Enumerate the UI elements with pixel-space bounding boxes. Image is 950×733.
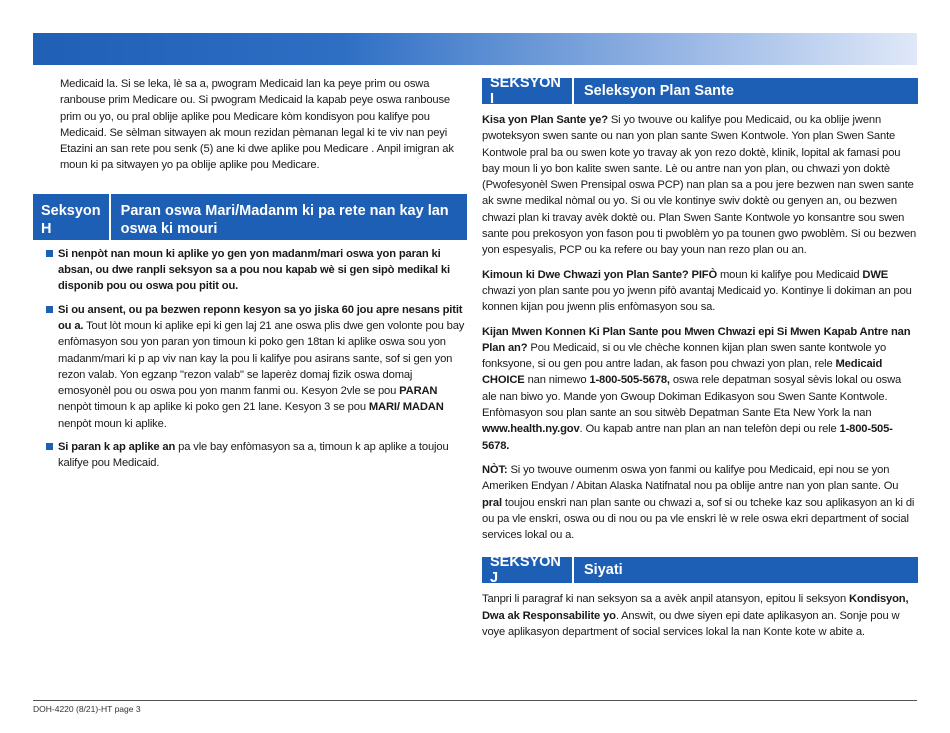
- bullet-square-icon: [46, 306, 53, 313]
- p5-text2: . Answit, ou dwe siyen epi date aplikasyon an. Sonje pou w voye aplikasyon department of social services lokal la nan Konte kote w abite a.: [482, 609, 900, 639]
- section-i-body: [482, 112, 918, 543]
- list-item: [33, 439, 467, 472]
- p2-bold-dwe: DWE: [862, 268, 889, 281]
- section-j-header: [482, 554, 918, 587]
- section-j-body: [482, 591, 918, 640]
- p3-text2: nan nimewo: [524, 374, 590, 387]
- p5-text: Tanpri li paragraf ki nan seksyon sa a avèk anpil atansyon, epitou li seksyon: [482, 593, 850, 606]
- bullet-2-text2: nenpòt timoun k ap aplike ki poko gen 21 lane. Kesyon 3 se pou: [58, 401, 369, 414]
- p3-text: Pou Medicaid, si ou vle chèche konnen kijan plan swen sante kontwole yo fonksyone, si ou gen pou antre ladan, ak fason pou chwazi yon plan, rele: [482, 341, 887, 371]
- health-plan-paragraph: [482, 112, 918, 259]
- bullet-3-text: pa vle bay enfòmasyon sa a, timoun k ap aplike a toujou kalifye pou Medicaid.: [58, 441, 449, 470]
- bullet-square-icon: [46, 443, 53, 450]
- p3-bold: Kijan Mwen Konnen Ki Plan Sante pou Mwen Chwazi epi Si Mwen Kapab Antre nan Plan an?: [482, 325, 911, 354]
- p4-text2: toujou enskri nan plan sante ou chwazi a, sof si ou tcheke kaz sou aplikasyon an ki di ou pa vle enskri, oswa ou di nou ou pa vle enskri lè w rele oswa ekri department of social services lokal ou a.: [482, 496, 915, 542]
- note-paragraph: [482, 462, 918, 543]
- medicaid-choice-label: Medicaid CHOICE: [482, 358, 883, 387]
- section-h-id: Seksyon H: [33, 194, 111, 240]
- list-item: [33, 246, 467, 295]
- left-column: [33, 76, 467, 479]
- p1-text: Si yo twouve ou kalifye pou Medicaid, ou ka oblije jwenn pwoteksyon swen sante ou nan yon plan sante Swen Kontwole. Yon plan Swen Sante Kontwole pral ba ou swen kote yo travay ak yon rezo doktè, klinik, lopital ak famasi pou bay moun li yo bon kalite swen sante. Lè ou antre nan yon plan, ou chwazi yon doktè (Pwofesyonèl Swen Prensipal oswa PCP) nan plan sa a pou jere bezwen nan swen sante ak swne medikal nòmal ou yo. Si ou vle kontinye swiv doktè ou genyen an, ou bezwen chwazi plan ki travay avèk doktè ou. Plan Swen Sante Kontwole yo konsantre sou swen sante pou prekosyon yon fason pou ti pwoblèm yo pa tounen gwo pwoblèm. Si ou bezwen yon espesyalis, PCP ou ka refere ou bay youn nan rezo plan ou an.: [482, 114, 917, 257]
- who-must-choose-paragraph: [482, 267, 918, 316]
- bullet-2-bold-paran: PARAN: [399, 385, 438, 398]
- section-h-bullet-list: [33, 246, 467, 472]
- p3-text3: oswa rele depatman sosyal sèvis lokal ou oswa ale nan biwo yo. Mande yon Gwoup Dokiman Edikasyon sou Swen Sante Kontwole. Enfòmasyon sou plan sante an sou sitwèb Depatman Sante Eta New York la nan: [482, 374, 902, 420]
- right-column: [482, 75, 918, 648]
- bullet-2-bold: Si ou ansent, ou pa bezwen reponn kesyon sa yo jiska 60 jou apre nesans pitit ou a.: [58, 303, 463, 332]
- footer-divider: [33, 700, 917, 701]
- how-to-choose-paragraph: [482, 324, 918, 454]
- phone-number: 1-800-505-5678,: [589, 374, 670, 387]
- footer-form-id: DOH-4220 (8/21)-HT page 3: [33, 704, 141, 714]
- section-h-header: [33, 194, 467, 240]
- bullet-3-bold: Si paran k ap aplike an: [58, 441, 176, 454]
- p3-text4: . Ou kapab antre nan plan an nan telefòn depi ou rele: [579, 423, 840, 436]
- list-item: [33, 302, 467, 432]
- phone-number-2: 1-800-505-5678.: [482, 423, 893, 452]
- top-header-band: [33, 33, 917, 65]
- p4-bold: NÒT:: [482, 463, 508, 476]
- section-h-title: Paran oswa Mari/Madanm ki pa rete nan kay lan oswa ki mouri: [120, 202, 449, 237]
- p2-bold: Kimoun ki Dwe Chwazi yon Plan Sante? PIFÒ: [482, 268, 718, 281]
- p4-text: Si yo twouve oumenm oswa yon fanmi ou kalifye pou Medicaid, epi nou se yon Ameriken Endyan / Abitan Alaska Natifnatal nou pa oblije antre nan yon plan sante. Ou: [482, 463, 899, 493]
- bullet-2-text3: nenpòt moun ki aplike.: [58, 417, 167, 430]
- section-i-id: SEKSYON I: [482, 78, 574, 104]
- bullet-2-bold-mari: MARI/ MADAN: [368, 401, 444, 414]
- p2-text: moun ki kalifye pou Medicaid: [717, 268, 863, 281]
- bullet-2-text: Tout lòt moun ki aplike epi ki gen laj 21 ane oswa plis dwe gen volonte pou bay enfòmasyon sou yon paran yon timoun ki poko gen 18tan ki aplike oswa sou yon madanm/mari ki p ap viv nan kay la pou li kalifye pou asirans sante, sof si gen yon rezon valab. Yon egzanp "rezon valab" se laperèz domaj fizik oswa domaj emosyonèl pou ou oswa pou yon manm fanmi ou. Kesyon 2vle se pou: [58, 319, 465, 398]
- p1-bold: Kisa yon Plan Sante ye?: [482, 114, 608, 126]
- p5-bold: Kondisyon, Dwa ak Responsabilite yo: [482, 593, 909, 622]
- bullet-1-bold: Si nenpòt nan moun ki aplike yo gen yon madanm/mari oswa yon paran ki absan, ou dwe ranpli seksyon sa a pou nou kapab wè si gen sipò medikal ki disponib pou ou oswa pou pitit ou.: [58, 247, 450, 293]
- medicare-intro-paragraph: Medicaid la. Si se leka, lè sa a, pwogram Medicaid lan ka peye prim ou oswa ranbouse prim Medicare ou. Si pwogram Medicaid la kapab peye oswa ranbouse prim ou yo, ou pral oblije aplike pou Medicare kòm kondisyon pou kalifye pou Medicaid. Se sèlman sitwayen ak moun rezidan pèmanan legal ki te viv nan peyi Etazini an san rete pou senk (5) ane ki dwe aplike pou Medicare . Anpil imigran ak moun ki pa sitwayen yo pa oblije aplike pou Medicare.: [60, 78, 454, 172]
- p4-bold-pral: pral: [482, 496, 502, 509]
- signature-paragraph: [482, 591, 918, 640]
- website-link[interactable]: www.health.ny.gov: [482, 423, 580, 436]
- section-j-title: Siyati: [584, 562, 623, 579]
- section-i-header: [482, 75, 918, 107]
- bullet-square-icon: [46, 250, 53, 257]
- section-j-id: SEKSYON J: [482, 557, 574, 583]
- p2-text2: chwazi yon plan sante pou yo jwenn pifò avantaj Medicaid yo. Kontinye li dokiman an pou konnen kijan pou jwenn plis enfòmasyon sou sa.: [482, 284, 912, 314]
- section-i-title: Seleksyon Plan Sante: [584, 83, 734, 99]
